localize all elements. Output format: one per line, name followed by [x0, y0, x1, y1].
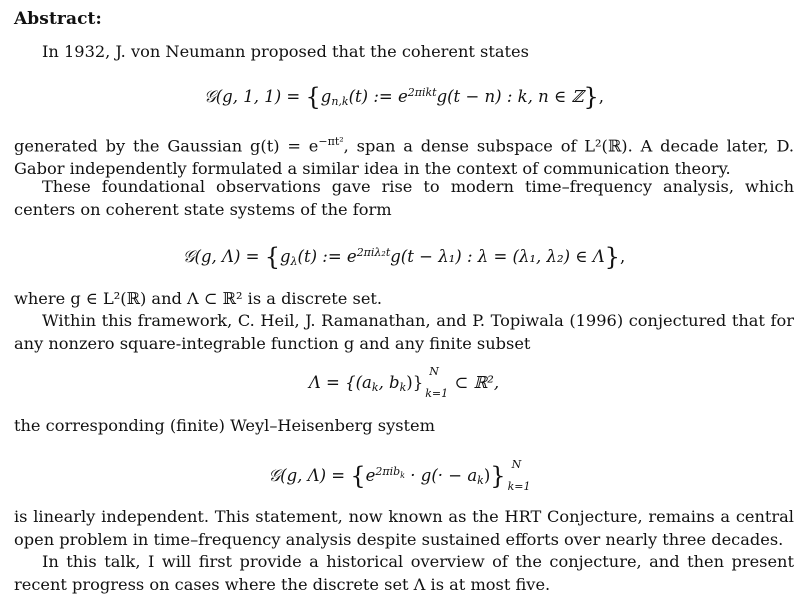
paragraph-3: These foundational observations gave rise to modern time–frequency analysis, which centers on coherent state systems of the form — [14, 177, 794, 219]
paragraph-5: Within this framework, C. Heil, J. Ramanathan, and P. Topiwala (1996) conjectured that for any nonzero square-integrable function g and any finite subset — [14, 311, 794, 353]
paragraph-4: where g ∈ L²(ℝ) and Λ ⊂ ℝ² is a discrete set. — [14, 289, 383, 308]
paragraph-8: In this talk, I will first provide a historical overview of the conjecture, and then present recent progress on cases where the discrete set Λ is at most five. — [14, 552, 794, 594]
paragraph-2: generated by the Gaussian $g(t) = e^{-\pi t^2}$, span a dense subspace of L²(ℝ). A decade later, D. Gabor independently formulated a similar idea in the context of communication theory. — [14, 135, 794, 178]
paragraph-6: the corresponding (finite) Weyl–Heisenberg system — [14, 416, 435, 435]
equation-weyl-heisenberg: 𝒢(g, $\Lambda) = \{e^{2\pi ib_k} \cdot g(\cdot - a_k)\}$ N k=1 — [268, 458, 531, 493]
equation-finite-subset: $\Lambda = \{(a_k$, $b_k$)} N k=1 ⊂ ℝ², — [308, 365, 500, 400]
abstract-heading: Abstract: — [14, 9, 102, 29]
paragraph-7: is linearly independent. This statement, now known as the HRT Conjecture, remains a central open problem in time–frequency analysis despite sustained efforts over nearly three decades. — [14, 507, 794, 549]
equation-coherent-system: 𝒢(g, $\Lambda) = \{g_\lambda(t)$ := $e^{2\pi i\lambda_2t}g(t - \lambda_1)$ : λ = (λ₁, λ₂) ∈ Λ}, — [182, 243, 626, 271]
paragraph-1: In 1932, J. von Neumann proposed that the coherent states — [42, 42, 529, 61]
equation-von-neumann: 𝒢(g, 1, $1) = \{g_{n,k}(t)$ := $e^{2\pi ikt}g(t - n)$ : k, n ∈ ℤ}, — [203, 83, 605, 111]
